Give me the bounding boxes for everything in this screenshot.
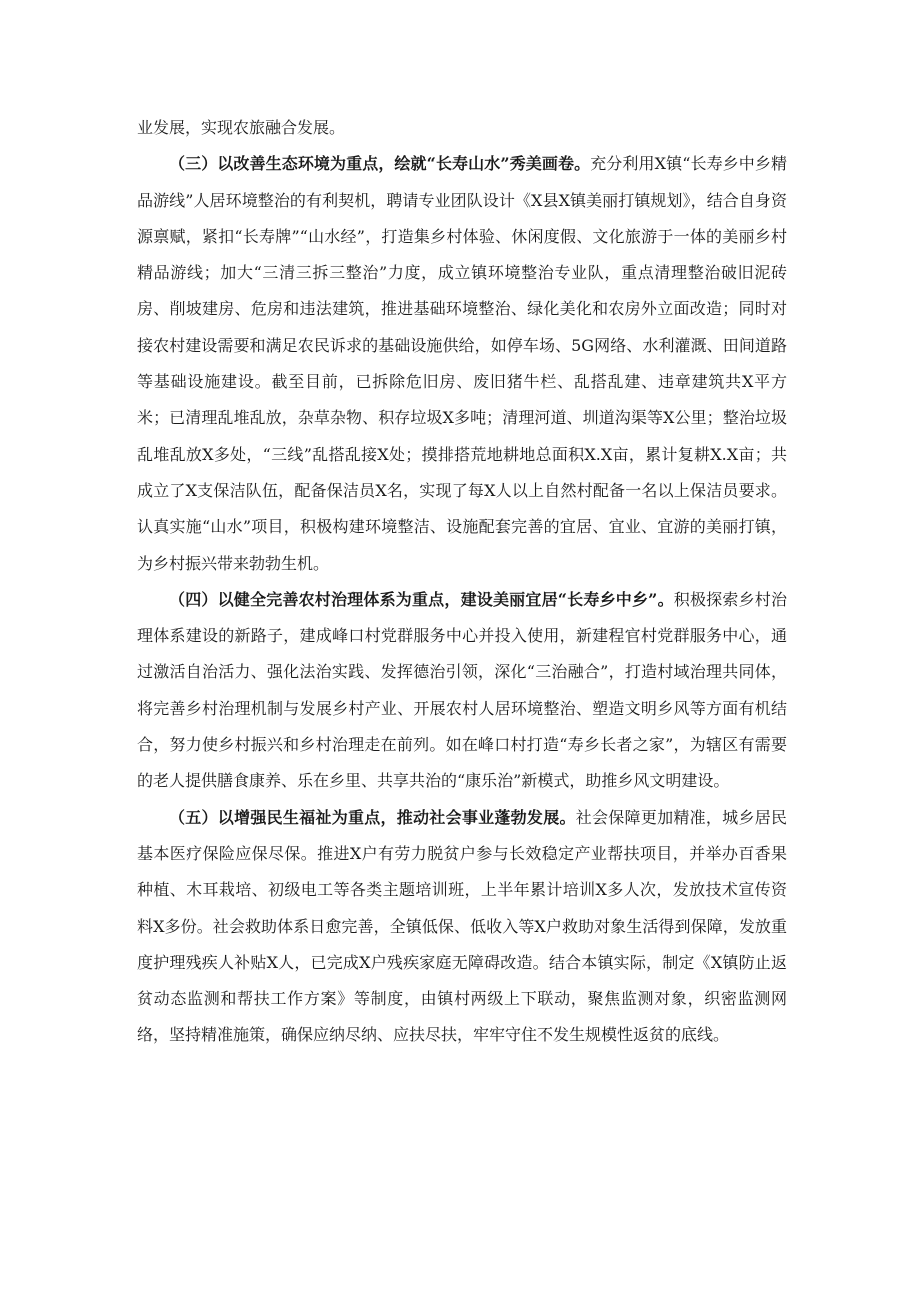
- paragraph-welfare: [137, 800, 787, 1054]
- paragraph-body: 社会保障更加精准，城乡居民基本医疗保险应保尽保。推进X户有劳力脱贫户参与长效稳定产业帮扶项目，并举办百香果种植、木耳栽培、初级电工等各类主题培训班，上半年累计培训X多人次，发放技术宣传资料X多份。社会救助体系日愈完善，全镇低保、低收入等X户救助对象生活得到保障，发放重度护理残疾人补贴X人，已完成X户残疾家庭无障碍改造。结合本镇实际，制定《X镇防止返贫动态监测和帮扶工作方案》等制度，由镇村两级上下联动，聚焦监测对象，织密监测网络，坚持精准施策，确保应纳尽纳、应扶尽扶，牢牢守住不发生规模性返贫的底线。: [137, 807, 787, 1045]
- paragraph-continuation: [137, 110, 787, 146]
- paragraph-body: 业发展，实现农旅融合发展。: [137, 118, 346, 137]
- paragraph-ecology: [137, 146, 787, 582]
- document-body: [137, 110, 787, 1054]
- paragraph-heading: （三）以改善生态环境为重点，绘就“长寿山水”秀美画卷。: [169, 154, 591, 174]
- paragraph-body: 充分利用X镇“长寿乡中乡精品游线”人居环境整治的有利契机，聘请专业团队设计《X县X镇美丽打镇规划》，结合自身资源禀赋，紧扣“长寿牌”“山水经”，打造集乡村体验、休闲度假、文化旅游于一体的美丽乡村精品游线；加大“三清三拆三整治”力度，成立镇环境整治专业队，重点清理整治破旧泥砖房、削坡建房、危房和违法建筑，推进基础环境整治、绿化美化和农房外立面改造；同时对接农村建设需要和满足农民诉求的基础设施供给，如停车场、5G网络、水利灌溉、田间道路等基础设施建设。截至目前，已拆除危旧房、废旧猪牛栏、乱搭乱建、违章建筑共X平方米；已清理乱堆乱放，杂草杂物、积存垃圾X多吨；清理河道、圳道沟渠等X公里；整治垃圾乱堆乱放X多处，“三线”乱搭乱接X处；摸排搭荒地耕地总面积X.X亩，累计复耕X.X亩；共成立了X支保洁队伍，配备保洁员X名，实现了每X人以上自然村配备一名以上保洁员要求。认真实施“山水”项目，积极构建环境整洁、设施配套完善的宜居、宜业、宜游的美丽打镇，为乡村振兴带来勃勃生机。: [137, 154, 787, 573]
- paragraph-body: 积极探索乡村治理体系建设的新路子，建成峰口村党群服务中心并投入使用，新建程官村党群服务中心，通过激活自治活力、强化法治实践、发挥德治引领，深化“三治融合”，打造村域治理共同体，将完善乡村治理机制与发展乡村产业、开展农村人居环境整治、塑造文明乡风等方面有机结合，努力使乡村振兴和乡村治理走在前列。如在峰口村打造“寿乡长者之家”，为辖区有需要的老人提供膳食康养、乐在乡里、共享共治的“康乐治”新模式，助推乡风文明建设。: [137, 589, 787, 791]
- paragraph-heading: （五）以增强民生福祉为重点，推动社会事业蓬勃发展。: [169, 807, 576, 827]
- paragraph-heading: （四）以健全完善农村治理体系为重点，建设美丽宜居“长寿乡中乡”。: [169, 589, 674, 609]
- paragraph-governance: [137, 582, 787, 800]
